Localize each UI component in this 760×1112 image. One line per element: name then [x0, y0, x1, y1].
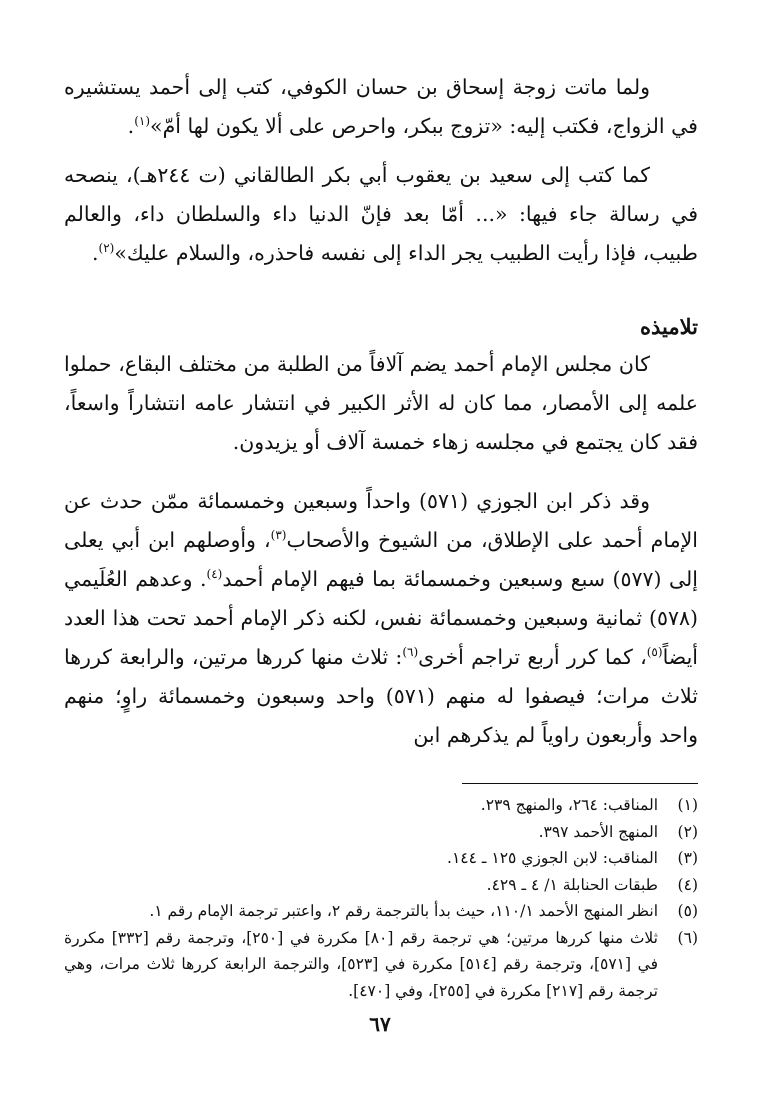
footnote-ref: (٢) — [98, 241, 115, 256]
footnote-number: (٥) — [677, 902, 698, 920]
paragraph-text: وقد ذكر ابن الجوزي (٥٧١) واحداً وسبعين وخمسمائة ممّن حدث عن الإمام أحمد على الإطلاق، من الشيوخ والأصحاب — [64, 489, 698, 552]
footnote-item — [64, 819, 698, 846]
footnote-number: (٣) — [677, 849, 698, 867]
paragraph-text: ولما ماتت زوجة إسحاق بن حسان الكوفي، كتب إلى أحمد يستشيره في الزواج، فكتب إليه: «تزوج ببكر، واحرص على ألا يكون لها أمّ» — [64, 75, 698, 138]
footnote-ref: (١) — [134, 114, 151, 129]
footnote-ref: (٣) — [270, 528, 287, 543]
footnote-item — [64, 872, 698, 899]
footnote-item — [64, 792, 698, 819]
footnote-number: (٤) — [677, 875, 698, 894]
paragraph-text: ، كما كرر أربع تراجم أخرى — [418, 645, 647, 669]
paragraph-text: كما كتب إلى سعيد بن يعقوب أبي بكر الطالقاني (ت ٢٤٤هـ)، ينصحه في رسالة جاء فيها: «... أمّا بعد فإنّ الدنيا داء والسلطان داء، والعالم طبيب، فإذا رأيت الطبيب يجر الداء إلى نفسه فاحذره، والسلام عليك» — [64, 163, 698, 265]
page-number: ٦٧ — [369, 1012, 391, 1036]
footnote-ref: (٥) — [646, 645, 663, 660]
footnotes-list — [64, 792, 698, 1004]
paragraph-talaqani-letter — [64, 156, 698, 273]
paragraph-text: ، وأوصلهم ابن أبي يعلى إلى (٥٧٧) سبع وسبعين وخمسمائة بما فيهم الإمام أحمد — [64, 528, 699, 591]
paragraph-text: : ثلاث منها كررها مرتين، والرابعة كررها ثلاث مرات؛ فيصفوا له منهم (٥٧١) واحد وسبعون وخمسمائة راوٍ؛ منهم واحد وأربعون راوياً لم يذكرهم ابن — [64, 645, 698, 747]
footnote-number: (١) — [677, 796, 698, 814]
footnote-ref: (٤) — [206, 567, 223, 582]
footnote-text: المناقب: لابن الجوزي ١٢٥ ـ ١٤٤. — [447, 849, 658, 867]
paragraph-students-council: كان مجلس الإمام أحمد يضم آلافاً من الطلبة من مختلف البقاع، حملوا علمه إلى الأمصار، مما كان له الأثر الكبير في انتشار عامه انتشاراً واسعاً، فقد كان يجتمع في مجلسه زهاء خمسة آلاف أو يزيدون. — [64, 352, 698, 454]
paragraph-ishaq-marriage — [64, 68, 698, 146]
paragraph-tail: . — [127, 114, 135, 138]
footnote-text: ثلاث منها كررها مرتين؛ هي ترجمة رقم [٨٠] مكررة في [٢٥٠]، وترجمة رقم [٣٣٢] مكررة في [٥٧١]، وترجمة رقم [٥١٤] مكررة في [٥٢٣]، والترجمة الرابعة كررها ثلاث مرات، وهي ترجمة رقم [٢١٧] مكررة في [٢٥٥]، وفي [٤٧٠]. — [64, 928, 658, 1000]
footnote-divider — [462, 783, 698, 784]
footnote-text: طبقات الحنابلة ١/ ٤ ـ ٤٢٩. — [486, 875, 658, 894]
footnote-number: (٦) — [677, 928, 698, 947]
paragraph-text: . وعدهم العُلَيمي (٥٧٨) ثمانية وسبعين وخمسمائة نفس، لكنه ذكر الإمام أحمد تحت هذا العدد أيضاً — [64, 567, 698, 669]
footnote-item — [64, 898, 698, 925]
footnote-text: انظر المنهج الأحمد ١١٠/١، حيث بدأ بالترجمة رقم ٢، واعتبر ترجمة الإمام رقم ١. — [149, 902, 658, 920]
paragraph-tail: . — [92, 241, 99, 265]
section-heading: تلاميذه — [640, 314, 698, 339]
footnote-ref: (٦) — [402, 645, 419, 660]
paragraph-students-count — [64, 482, 698, 755]
footnote-number: (٢) — [677, 822, 698, 841]
footnote-item — [64, 845, 698, 872]
footnote-text: المنهج الأحمد ٣٩٧. — [538, 822, 658, 841]
footnote-text: المناقب: ٢٦٤، والمنهج ٢٣٩. — [480, 796, 658, 814]
footnote-item — [64, 925, 698, 1005]
